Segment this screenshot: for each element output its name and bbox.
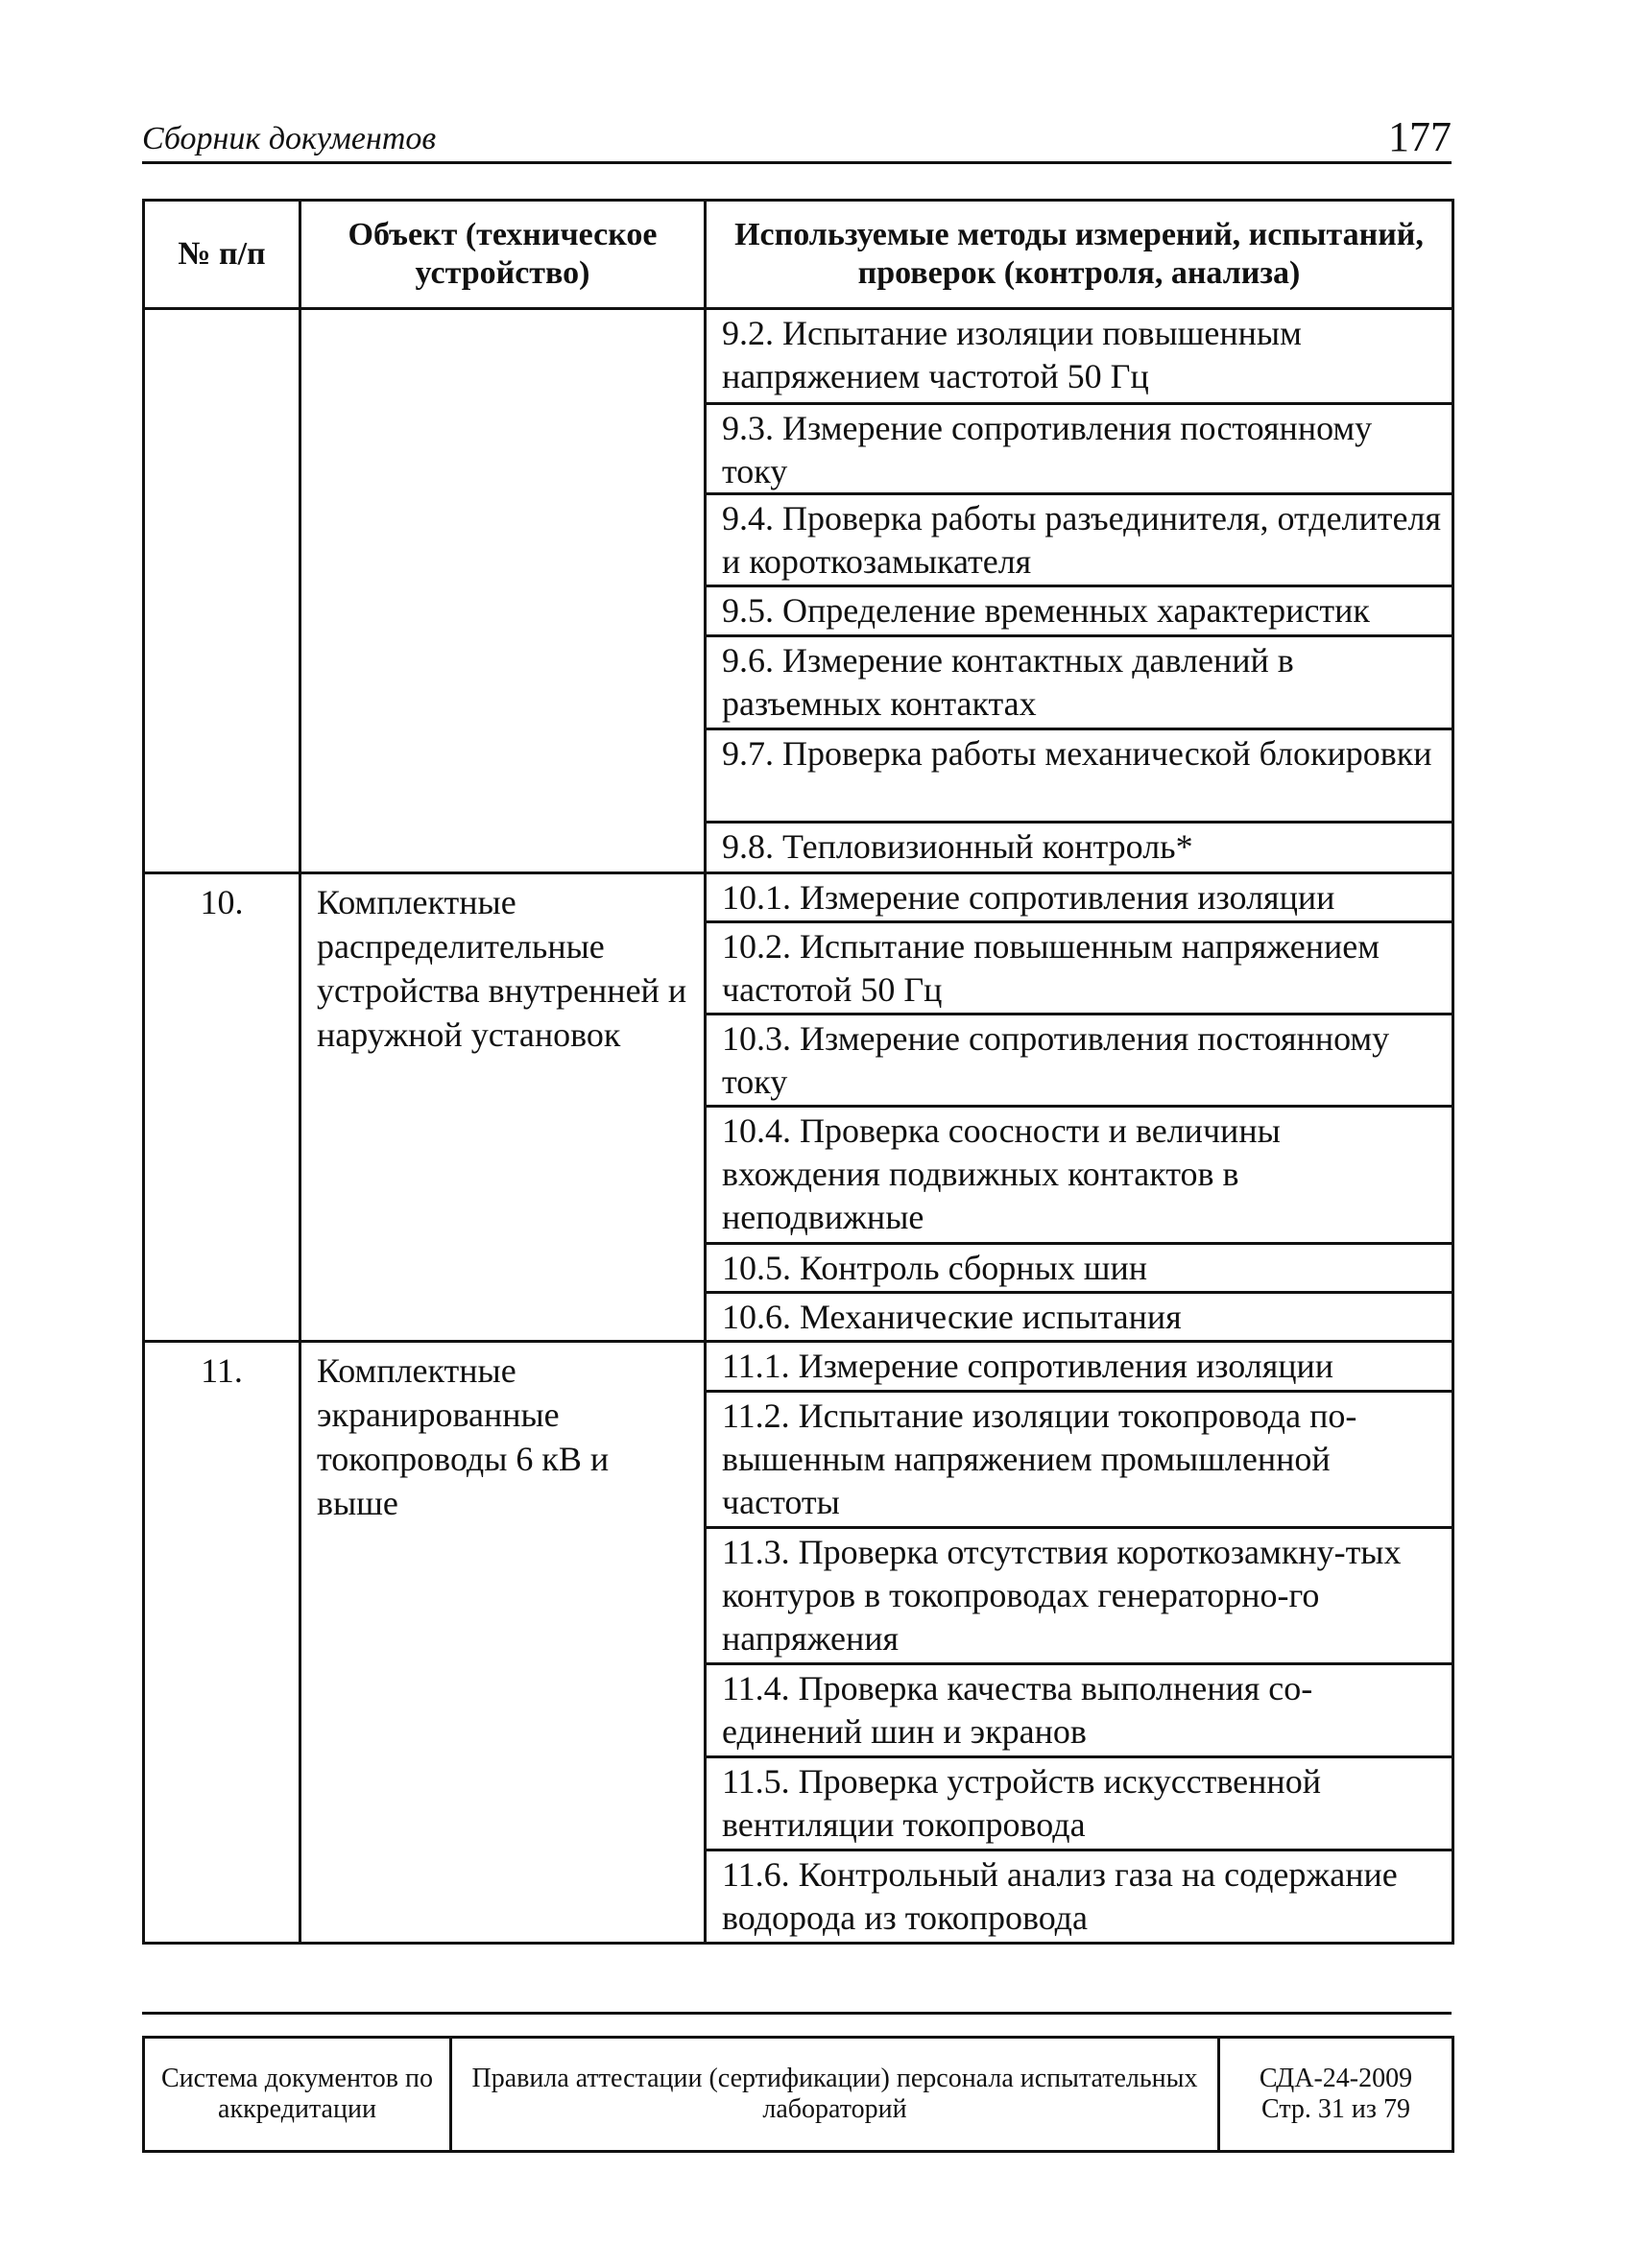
methods-table (142, 199, 1454, 1945)
header-num: № п/п (144, 201, 300, 309)
footer-block (142, 2036, 1454, 2153)
method-item: 9.3. Измерение сопротивления постоянному току (707, 402, 1452, 492)
method-item: 10.3. Измерение сопротивления постоянному току (707, 1013, 1452, 1105)
header-object: Объект (техническое устройство) (300, 201, 706, 309)
table-header-row (144, 201, 1453, 309)
method-item: 9.8. Тепловизионный контроль* (707, 821, 1452, 871)
method-item: 10.5. Контроль сборных шин (707, 1242, 1452, 1291)
header-methods: Используемые методы измерений, испытаний, проверок (контроля, анализа) (706, 201, 1453, 309)
row-object: Комплектные экранированные токопроводы 6 кВ и выше (300, 1342, 706, 1944)
method-item: 11.4. Проверка качества выполнения со-единений шин и экранов (707, 1662, 1452, 1755)
row-number: 10. (144, 873, 300, 1342)
footer-page-info: Стр. 31 из 79 (1261, 2094, 1410, 2124)
footer-title: Правила аттестации (сертификации) персонала испытательных лабораторий (451, 2038, 1219, 2152)
row-methods (706, 309, 1453, 873)
method-item: 10.6. Механические испытания (707, 1291, 1452, 1340)
row-methods (706, 873, 1453, 1342)
footer-system: Система документов по аккредитации (144, 2038, 451, 2152)
row-number (144, 309, 300, 873)
row-object: Комплектные распределительные устройства внутренней и наружной установок (300, 873, 706, 1342)
method-item: 11.6. Контрольный анализ газа на содержание водорода из токопровода (707, 1849, 1452, 1942)
method-item: 9.5. Определение временных характеристик (707, 585, 1452, 634)
table-row (144, 309, 1453, 873)
table-row (144, 873, 1453, 1342)
footer-divider (142, 2012, 1452, 2015)
method-item: 10.4. Проверка соосности и величины вхождения подвижных контактов в неподвижные (707, 1105, 1452, 1242)
method-item: 10.2. Испытание повышенным напряжением частотой 50 Гц (707, 920, 1452, 1013)
table-row (144, 1342, 1453, 1944)
row-number: 11. (144, 1342, 300, 1944)
row-object (300, 309, 706, 873)
page-number: 177 (1388, 113, 1452, 160)
footer-docinfo (1219, 2038, 1453, 2152)
method-item: 11.2. Испытание изоляции токопровода по-вышенным напряжением промышленной частоты (707, 1390, 1452, 1526)
method-item: 11.5. Проверка устройств искусственной вентиляции токопровода (707, 1755, 1452, 1849)
row-methods (706, 1342, 1453, 1944)
method-item: 11.1. Измерение сопротивления изоляции (722, 1347, 1334, 1385)
collection-title: Сборник документов (142, 121, 437, 156)
method-item: 10.1. Измерение сопротивления изоляции (722, 878, 1335, 917)
method-item: 9.6. Измерение контактных давлений в разъемных контактах (707, 634, 1452, 728)
method-item: 11.3. Проверка отсутствия короткозамкну-тых контуров в токопроводах генераторно-го напряжения (707, 1526, 1452, 1662)
method-item: 9.4. Проверка работы разъединителя, отделителя и короткозамыкателя (707, 492, 1452, 585)
footer-doc-code: СДА-24-2009 (1259, 2064, 1413, 2093)
method-item: 9.2. Испытание изоляции повышенным напряжением частотой 50 Гц (722, 314, 1302, 395)
method-item: 9.7. Проверка работы механической блокировки (707, 728, 1452, 821)
page-header (142, 113, 1452, 164)
